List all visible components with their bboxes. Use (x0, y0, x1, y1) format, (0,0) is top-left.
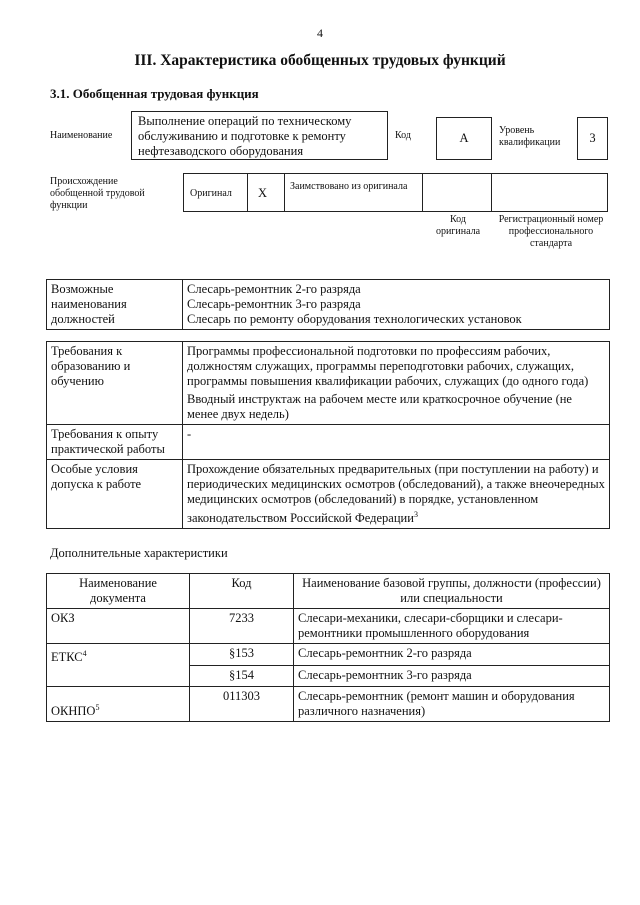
positions-table (46, 279, 610, 330)
otf-code-value: А (459, 131, 469, 145)
position-item: Слесарь по ремонту оборудования технологических установок (187, 312, 522, 326)
education-text: Программы профессиональной подготовки по профессиям рабочих, должностям служащих, программы переподготовки рабочих, служащих, программы повышения квалификации рабочих, служащих (до одного года) (187, 344, 589, 388)
conditions-cell (183, 460, 610, 529)
origin-borrowed-label: Заимствовано из оригинала (290, 181, 408, 192)
header-code: Код (190, 574, 294, 609)
origin-original-mark: X (258, 186, 268, 200)
section-title: III. Характеристика обобщенных трудовых функций (134, 52, 506, 69)
otf-level-value: 3 (589, 131, 596, 145)
positions-label: Возможные наименования должностей (47, 280, 183, 330)
position-item: Слесарь-ремонтник 2-го разряда (187, 282, 361, 296)
etks-code: §154 (190, 665, 294, 687)
footnote-mark: 3 (413, 510, 418, 519)
origin-label: Происхождение обобщенной трудовой функции (50, 176, 145, 211)
subsection-title: 3.1. Обобщенная трудовая функция (50, 86, 259, 101)
footnote-mark: 5 (95, 702, 100, 712)
otf-name-label: Наименование (50, 130, 113, 141)
origin-original-label: Оригинал (190, 188, 232, 199)
page-number: 4 (317, 26, 323, 40)
oknpo-doc-cell (47, 687, 190, 722)
origin-divider (491, 173, 492, 212)
otf-level-label: Уровень квалификации (499, 125, 561, 148)
education-cell (183, 342, 610, 425)
education-text: Вводный инструктаж на рабочем месте или краткосрочное обучение (не менее двух недель) (187, 392, 572, 421)
additional-title: Дополнительные характеристики (50, 546, 228, 560)
positions-list (183, 280, 610, 330)
origin-divider (422, 173, 423, 212)
etks-doc: ЕТКС (51, 650, 83, 665)
header-name: Наименование базовой группы, должности (профессии) или специальности (294, 574, 610, 609)
header-doc: Наименование документа (47, 574, 190, 609)
experience-text: - (183, 425, 610, 460)
conditions-text: Прохождение обязательных предварительных (при поступлении на работу) и периодических медицинских осмотров (обследований), а также внеочередных медицинских осмотров (обследований) в порядке, установленном законодательством Российской Федерации (187, 462, 605, 526)
footnote-mark: 4 (82, 649, 87, 658)
education-label: Требования к образованию и обучению (47, 342, 183, 425)
requirements-table (46, 341, 610, 529)
origin-divider (284, 173, 285, 212)
experience-label: Требования к опыту практической работы (47, 425, 183, 460)
position-item: Слесарь-ремонтник 3-го разряда (187, 297, 361, 311)
etks-name: Слесарь-ремонтник 2-го разряда (294, 644, 610, 666)
oknpo-doc: ОКНПО (51, 704, 96, 718)
okz-code: 7233 (190, 609, 294, 644)
otf-name-value: Выполнение операций по техническому обслуживанию и подготовке к ремонту нефтезаводского оборудования (138, 114, 352, 158)
otf-name-box (131, 111, 388, 160)
otf-level-box (577, 117, 608, 160)
etks-name: Слесарь-ремонтник 3-го разряда (294, 665, 610, 687)
origin-reg-caption: Регистрационный номер профессионального стандарта (498, 214, 604, 249)
otf-code-box (436, 117, 492, 160)
origin-divider (247, 173, 248, 212)
okz-doc: ОКЗ (47, 609, 190, 644)
otf-code-label: Код (395, 130, 411, 141)
additional-table (46, 573, 610, 722)
etks-doc-cell (47, 644, 190, 687)
oknpo-code: 011303 (190, 687, 294, 722)
origin-code-caption: Код оригинала (435, 214, 481, 237)
oknpo-name: Слесарь-ремонтник (ремонт машин и оборудования различного назначения) (294, 687, 610, 722)
etks-code: §153 (190, 644, 294, 666)
conditions-label: Особые условия допуска к работе (47, 460, 183, 529)
okz-name: Слесари-механики, слесари-сборщики и слесари-ремонтники промышленного оборудования (294, 609, 610, 644)
